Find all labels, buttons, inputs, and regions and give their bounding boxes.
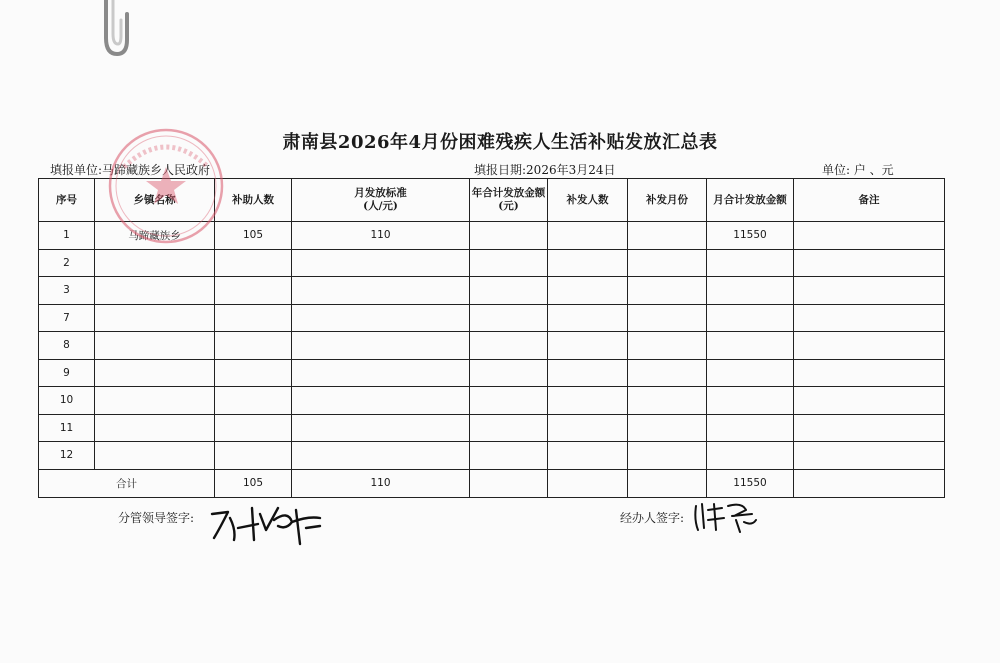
annual-total-cell <box>470 387 548 415</box>
annual-total-cell <box>470 249 548 277</box>
total-monthly-amount: 11550 <box>707 469 794 497</box>
handler-signature-icon <box>692 500 762 536</box>
table-row <box>39 277 945 305</box>
monthly-total-cell <box>707 442 794 470</box>
remarks-cell <box>794 442 945 470</box>
total-remarks <box>794 469 945 497</box>
leader-signature-icon <box>208 500 328 546</box>
reissue-month-cell <box>628 249 707 277</box>
table-row <box>39 442 945 470</box>
total-reissue-count <box>548 469 628 497</box>
col-header-reissue-month: 补发月份 <box>628 179 707 222</box>
monthly-standard-cell <box>292 414 470 442</box>
subsidy-count-cell <box>215 442 292 470</box>
monthly-total-cell <box>707 387 794 415</box>
col-header-township: 乡镇名称 <box>95 179 215 222</box>
subsidy-count-cell <box>215 277 292 305</box>
reporting-unit <box>50 161 210 178</box>
table-row <box>39 304 945 332</box>
row-index-cell: 1 <box>39 222 95 250</box>
subsidy-count-cell <box>215 414 292 442</box>
table-row <box>39 332 945 360</box>
total-subsidy-count: 105 <box>215 469 292 497</box>
reissue-count-cell <box>548 442 628 470</box>
col-header-subsidy-count: 补助人数 <box>215 179 292 222</box>
document-title: 肃南县2026年4月份困难残疾人生活补贴发放汇总表 <box>282 132 718 153</box>
col-header-monthly-total: 月合计发放金额 <box>707 179 794 222</box>
reissue-count-cell <box>548 249 628 277</box>
subsidy-count-cell <box>215 249 292 277</box>
total-reissue-month <box>628 469 707 497</box>
annual-total-cell <box>470 442 548 470</box>
monthly-total-cell <box>707 304 794 332</box>
table-row <box>39 222 945 250</box>
reissue-month-cell <box>628 222 707 250</box>
reporting-unit-label: 填报单位: <box>50 163 103 177</box>
monthly-total-cell <box>707 277 794 305</box>
remarks-cell <box>794 222 945 250</box>
col-header-index: 序号 <box>39 179 95 222</box>
annual-total-cell <box>470 304 548 332</box>
report-date: 填报日期:2026年3月24日 <box>474 163 616 177</box>
row-index-cell: 9 <box>39 359 95 387</box>
total-row <box>39 469 945 497</box>
remarks-cell <box>794 387 945 415</box>
monthly-standard-cell: 110 <box>292 222 470 250</box>
township-name-cell <box>95 332 215 360</box>
table-row <box>39 249 945 277</box>
township-name-cell <box>95 277 215 305</box>
township-name-cell <box>95 304 215 332</box>
table-row <box>39 359 945 387</box>
handler-signature-label: 经办人签字: <box>620 511 685 525</box>
monthly-total-cell <box>707 332 794 360</box>
summary-table <box>38 178 945 498</box>
row-index-cell: 10 <box>39 387 95 415</box>
reissue-month-cell <box>628 277 707 305</box>
monthly-total-cell: 11550 <box>707 222 794 250</box>
table-row <box>39 387 945 415</box>
monthly-total-cell <box>707 249 794 277</box>
annual-total-cell <box>470 222 548 250</box>
col-header-annual-total: 年合计发放金额 (元) <box>470 179 548 222</box>
monthly-total-cell <box>707 414 794 442</box>
row-index-cell: 3 <box>39 277 95 305</box>
monthly-standard-cell <box>292 442 470 470</box>
township-name-cell: 马蹄藏族乡 <box>95 222 215 250</box>
reissue-count-cell <box>548 414 628 442</box>
reporting-unit-value: 马蹄藏族乡人民政府 <box>102 163 211 177</box>
monthly-standard-cell <box>292 332 470 360</box>
monthly-standard-cell <box>292 277 470 305</box>
col-header-monthly-standard: 月发放标准 (人/元) <box>292 179 470 222</box>
remarks-cell <box>794 249 945 277</box>
subsidy-count-cell: 105 <box>215 222 292 250</box>
annual-total-cell <box>470 332 548 360</box>
remarks-cell <box>794 359 945 387</box>
reissue-month-cell <box>628 442 707 470</box>
monthly-standard-cell <box>292 304 470 332</box>
reissue-count-cell <box>548 222 628 250</box>
row-index-cell: 7 <box>39 304 95 332</box>
reissue-month-cell <box>628 332 707 360</box>
table-row <box>39 414 945 442</box>
leader-signature-label: 分管领导签字: <box>118 511 195 525</box>
monthly-standard-cell <box>292 249 470 277</box>
reissue-count-cell <box>548 387 628 415</box>
reissue-month-cell <box>628 414 707 442</box>
total-annual <box>470 469 548 497</box>
subsidy-count-cell <box>215 387 292 415</box>
remarks-cell <box>794 277 945 305</box>
annual-total-cell <box>470 414 548 442</box>
reissue-count-cell <box>548 332 628 360</box>
row-index-cell: 2 <box>39 249 95 277</box>
col-header-reissue-count: 补发人数 <box>548 179 628 222</box>
township-name-cell <box>95 249 215 277</box>
monthly-standard-cell <box>292 387 470 415</box>
reissue-month-cell <box>628 387 707 415</box>
reissue-count-cell <box>548 304 628 332</box>
row-index-cell: 8 <box>39 332 95 360</box>
remarks-cell <box>794 414 945 442</box>
annual-total-cell <box>470 277 548 305</box>
col-header-remarks: 备注 <box>794 179 945 222</box>
township-name-cell <box>95 359 215 387</box>
annual-total-cell <box>470 359 548 387</box>
reissue-count-cell <box>548 277 628 305</box>
monthly-total-cell <box>707 359 794 387</box>
subsidy-count-cell <box>215 304 292 332</box>
unit-label: 单位: 户 、元 <box>822 163 894 177</box>
total-label: 合计 <box>39 469 215 497</box>
reissue-month-cell <box>628 304 707 332</box>
table-header-row <box>39 179 945 222</box>
remarks-cell <box>794 304 945 332</box>
reissue-month-cell <box>628 359 707 387</box>
row-index-cell: 12 <box>39 442 95 470</box>
subsidy-count-cell <box>215 359 292 387</box>
township-name-cell <box>95 414 215 442</box>
township-name-cell <box>95 387 215 415</box>
remarks-cell <box>794 332 945 360</box>
reissue-count-cell <box>548 359 628 387</box>
monthly-standard-cell <box>292 359 470 387</box>
paper-clip-icon <box>100 0 134 60</box>
total-monthly-standard: 110 <box>292 469 470 497</box>
row-index-cell: 11 <box>39 414 95 442</box>
township-name-cell <box>95 442 215 470</box>
subsidy-count-cell <box>215 332 292 360</box>
